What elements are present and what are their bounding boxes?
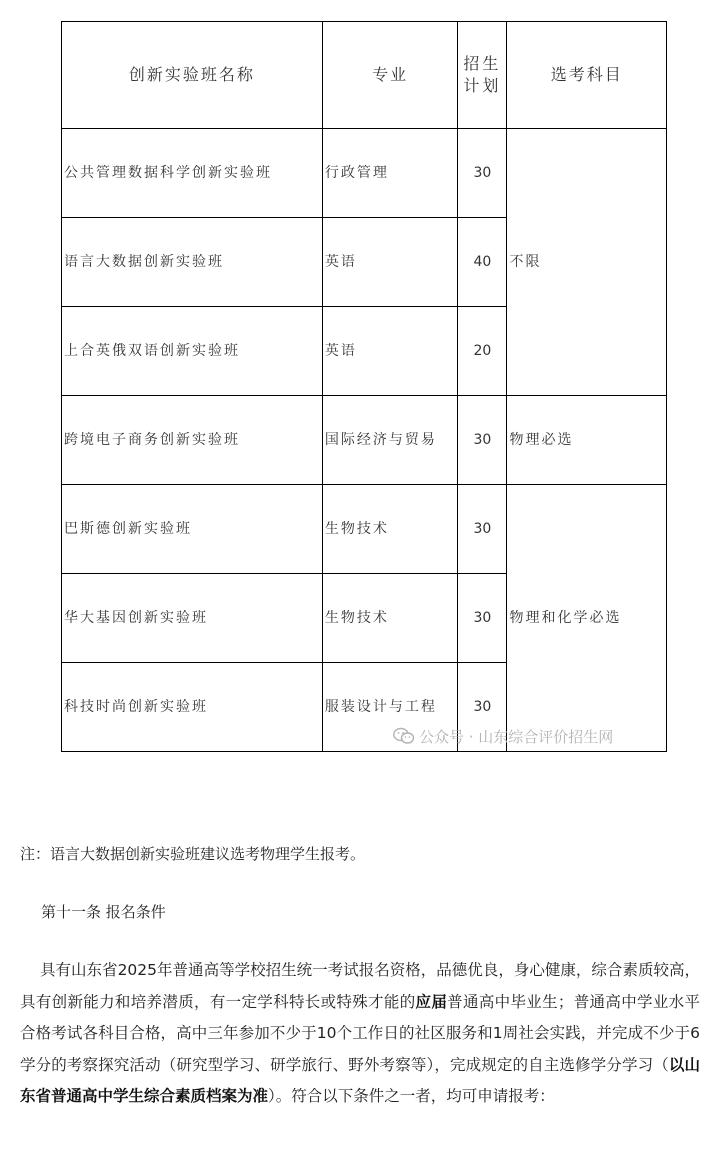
paragraph-bold-1: 应届 (415, 992, 448, 1011)
paragraph-text-2: 普通高中毕业生；普通高中学业水平合格考试各科目合格，高中三年参加不少于10个工作日的社区服务和1周社会实践，并完成不少于6学分的考察探究活动（研究型学习、研学旅行、野外考察等），完成规定的自主选修学分学习（ (20, 992, 700, 1074)
cell-major: 国际经济与贸易 (322, 396, 457, 485)
cell-class-name: 上合英俄双语创新实验班 (62, 307, 323, 396)
cell-plan: 30 (458, 663, 507, 752)
cell-major: 英语 (322, 218, 457, 307)
article-title: 第十一条 报名条件 (41, 903, 166, 921)
watermark-text: 公众号 · 山东综合评价招生网 (419, 727, 614, 746)
table-note: 注：语言大数据创新实验班建议选考物理学生报考。 (20, 845, 366, 863)
cell-class-name: 巴斯德创新实验班 (62, 485, 323, 574)
header-plan-line1: 招生 (463, 54, 502, 73)
cell-class-name: 华大基因创新实验班 (62, 574, 323, 663)
cell-class-name: 公共管理数据科学创新实验班 (62, 129, 323, 218)
cell-class-name: 跨境电子商务创新实验班 (62, 396, 323, 485)
wechat-icon (393, 727, 415, 745)
paragraph-text-3: ）。符合以下条件之一者，均可申请报考： (268, 1087, 555, 1106)
cell-plan: 20 (458, 307, 507, 396)
header-subjects: 选考科目 (507, 22, 667, 129)
paragraph-bold-2: 以山东省普通高中学生综合素质档案为准 (20, 1055, 700, 1106)
cell-subjects: 物理必选 (507, 396, 667, 485)
cell-plan: 40 (458, 218, 507, 307)
cell-plan: 30 (458, 574, 507, 663)
cell-major: 行政管理 (322, 129, 457, 218)
table-row (62, 129, 667, 218)
cell-plan: 30 (458, 396, 507, 485)
enrollment-plan-table (61, 21, 667, 752)
table-row (62, 485, 667, 574)
cell-subjects: 物理和化学必选 (507, 485, 667, 752)
header-plan (458, 22, 507, 129)
paragraph-text-1: 具有山东省2025年普通高等学校招生统一考试报名资格，品德优良，身心健康，综合素质较高，具有创新能力和培养潜质，有一定学科特长或特殊才能的 (20, 961, 700, 1011)
cell-major: 生物技术 (322, 485, 457, 574)
cell-subjects: 不限 (507, 129, 667, 396)
cell-class-name: 科技时尚创新实验班 (62, 663, 323, 752)
cell-class-name: 语言大数据创新实验班 (62, 218, 323, 307)
cell-plan: 30 (458, 129, 507, 218)
header-major: 专业 (322, 22, 457, 129)
table-row (62, 396, 667, 485)
eligibility-paragraph (20, 955, 700, 1113)
header-class-name: 创新实验班名称 (62, 22, 323, 129)
table-header-row (62, 22, 667, 129)
cell-plan: 30 (458, 485, 507, 574)
watermark (393, 726, 613, 746)
cell-major: 服装设计与工程 (322, 663, 457, 752)
header-plan-line2: 计划 (463, 76, 502, 95)
cell-major: 生物技术 (322, 574, 457, 663)
cell-major: 英语 (322, 307, 457, 396)
